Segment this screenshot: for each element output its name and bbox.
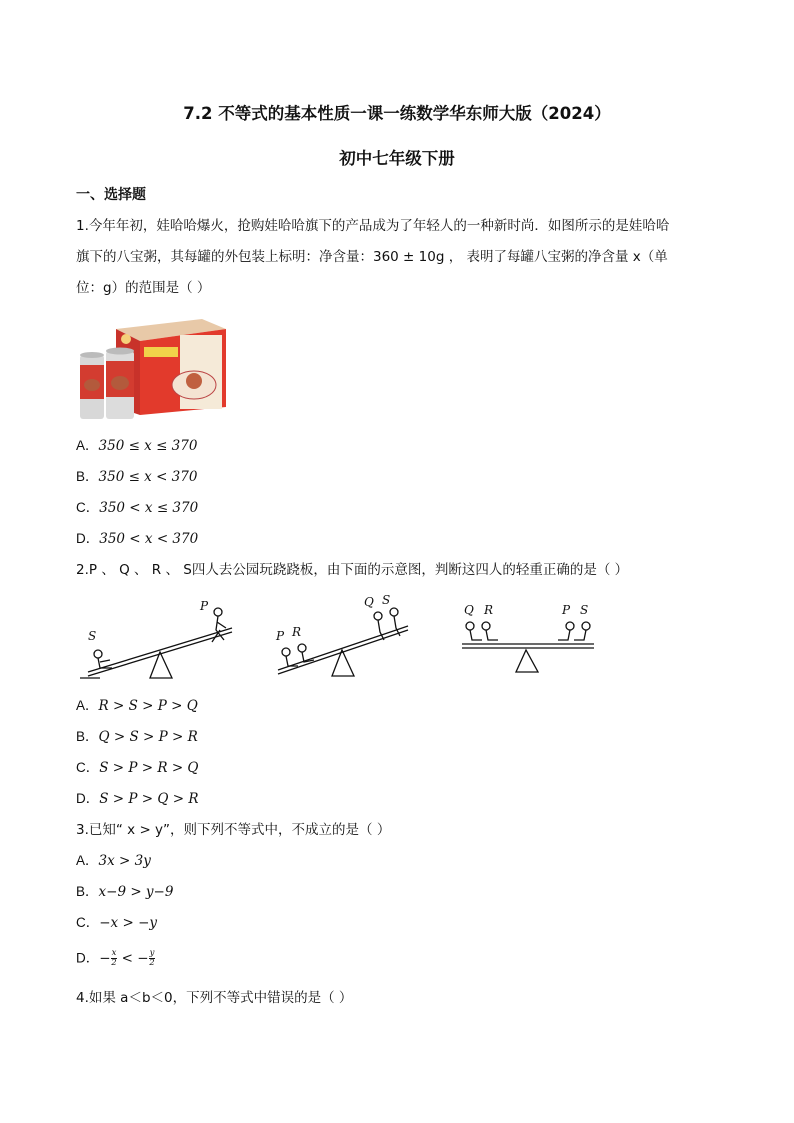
q3-option-c — [76, 914, 157, 932]
option-label: A． — [76, 698, 99, 713]
option-expression: −x > −y — [99, 915, 158, 931]
option-label: D． — [76, 531, 100, 546]
comparison-operator: < − — [117, 950, 149, 967]
seesaw-figure-1 — [80, 598, 250, 684]
q1-option-a — [76, 437, 197, 455]
option-expression: R > S > P > Q — [98, 698, 198, 714]
option-label: C． — [76, 760, 100, 775]
option-expression: 350 ≤ x ≤ 370 — [98, 438, 198, 454]
fig2-label-p: P — [276, 629, 285, 643]
option-label: C． — [76, 500, 100, 515]
fig1-label-s: S — [88, 629, 97, 643]
q1-option-c — [76, 499, 198, 517]
option-expression: 350 ≤ x < 370 — [98, 469, 198, 485]
fig2-label-s: S — [382, 594, 391, 607]
q1-option-d — [76, 530, 198, 548]
q3-option-b — [76, 883, 173, 901]
fig3-label-r: R — [484, 603, 494, 617]
q1-stem-line2: 旗下的八宝粥，其每罐的外包装上标明：净含量：360 ± 10g ， 表明了每罐八宝粥的净含量 x（单 — [76, 249, 668, 265]
option-expression: 350 < x < 370 — [99, 531, 199, 547]
fig3-label-s: S — [580, 603, 589, 617]
document-subtitle: 初中七年级下册 — [339, 149, 455, 168]
fraction-numerator: x — [111, 948, 117, 958]
q2-option-a — [76, 697, 198, 715]
document-title: 7.2 不等式的基本性质一课一练数学华东师大版（2024） — [183, 104, 611, 123]
q2-option-d — [76, 790, 199, 808]
fig2-label-r: R — [292, 625, 302, 639]
fig3-label-p: P — [562, 603, 571, 617]
option-expression: Q > S > P > R — [98, 729, 198, 745]
option-label: A． — [76, 438, 99, 453]
option-expression: x−9 > y−9 — [98, 884, 174, 900]
fig1-label-p: P — [200, 599, 209, 613]
option-label: B． — [76, 884, 99, 899]
fraction-denominator: 2 — [111, 958, 117, 968]
q1-option-b — [76, 468, 197, 486]
q3-option-d — [76, 949, 155, 968]
option-label: D． — [76, 791, 100, 806]
fig3-label-q: Q — [464, 603, 474, 617]
fraction-numerator: y — [149, 948, 155, 958]
option-expression: 3x > 3y — [98, 853, 151, 869]
q4-stem: 4.如果 a＜b＜0，下列不等式中错误的是（ ） — [76, 990, 353, 1006]
fraction-sign: − — [99, 950, 111, 967]
congee-product-image — [76, 315, 232, 423]
option-expression: S > P > Q > R — [99, 791, 199, 807]
q1-stem-line1: 1.今年年初，娃哈哈爆火，抢购娃哈哈旗下的产品成为了年轻人的一种新时尚．如图所示的是娃哈哈 — [76, 218, 670, 234]
q2-stem: 2.P 、 Q 、 R 、 S四人去公园玩跷跷板，由下面的示意图，判断这四人的轻重正确的是（ ） — [76, 562, 629, 578]
option-expression: 350 < x ≤ 370 — [99, 500, 199, 516]
seesaw-figure-3 — [458, 600, 600, 676]
option-label: A． — [76, 853, 99, 868]
fig2-label-q: Q — [364, 595, 374, 609]
q2-option-c — [76, 759, 199, 777]
option-label: D． — [76, 950, 100, 966]
q3-option-a — [76, 852, 151, 870]
seesaw-figure-2 — [272, 594, 418, 684]
option-label: C． — [76, 915, 100, 930]
q1-stem-line3: 位：g）的范围是（ ） — [76, 280, 211, 296]
fraction-y-over-2 — [149, 949, 156, 968]
q2-option-b — [76, 728, 198, 746]
option-label: B． — [76, 729, 99, 744]
q3-stem: 3.已知“ x > y”，则下列不等式中，不成立的是（ ） — [76, 822, 391, 838]
option-label: B． — [76, 469, 99, 484]
section-heading: 一、选择题 — [76, 187, 146, 203]
option-expression: S > P > R > Q — [99, 760, 199, 776]
fraction-denominator: 2 — [149, 958, 155, 968]
